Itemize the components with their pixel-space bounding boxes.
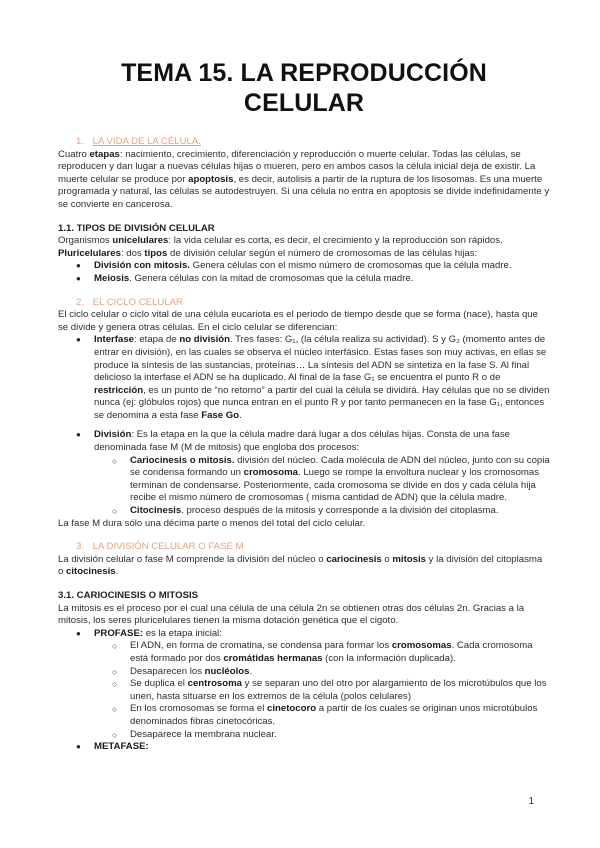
- page-number: 1: [528, 796, 534, 807]
- mitosis-phases-list: [58, 628, 550, 754]
- list-item: ○ Desaparecen los nucléolos.: [108, 666, 550, 679]
- list-item: ○ En los cromosomas se forma el cinetocoro a partir de los cuales se originan unos microtúbulos denominados fibras cinetocóricas.: [108, 703, 550, 728]
- list-item-profase: ● PROFASE: es la etapa inicial: ○ El ADN, en forma de cromatina, se condensa para formar los cromosomas. Cada cromosoma está formado por dos cromátidas hermanas (con la información duplicada). ○ Desaparecen los nucléolos. ○ Se duplica el centrosoma y se separan uno del otro por alargamiento de los microtúbulos que los unen, hasta situarse en los extremos de la célula (polos celulares) ○ En los cromosomas se forma el cinetocoro a partir de los cuales se originan unos microtúbulos denominados fibras cinetocóricas. ○ Desaparece la membrana nuclear.: [58, 628, 550, 741]
- list-item: ● División con mitosis. Genera células con el mismo número de cromosomas que la célula madre.: [58, 260, 550, 273]
- paragraph-m-phase: La división celular o fase M comprende la división del núcleo o cariocinesis o mitosis y la división del citoplasma o citocinesis.: [58, 553, 543, 578]
- division-types-list: [58, 260, 550, 285]
- paragraph-pluricellular: Pluricelulares: dos tipos de división celular según el número de cromosomas de las células hijas:: [58, 247, 478, 259]
- list-item: ● Meiosis. Genera células con la mitad de cromosomas que la célula madre.: [58, 273, 550, 286]
- cell-cycle-list: [58, 334, 550, 517]
- paragraph-life-cycle: Cuatro etapas: nacimiento, crecimiento, diferenciación y reproducción o muerte celular. Todas las células, se reproducen y dan lugar a nuevas células hijas o mueren, pero en ambos casos la célula inicial deja de existir. La muerte celular se produce por apoptosis, es decir, autolisis a partir de la ruptura de los lisosomas. Es una muerte programada y natural, las células se autodestruyen. Si una célula no entra en apoptosis se divide indefinidamente y se convierte en cancerosa.: [58, 148, 550, 210]
- list-item-cariocinesis: ○ Cariocinesis o mitosis. división del núcleo. Cada molécula de ADN del núcleo, junto con su copia se condensa formando un cromosoma. Luego se rompe la envoltura nuclear y los cromosomas terminan de condensarse. Posteriormente, cada cromosoma se divide en dos y cada célula hija recibe el mismo número de cromosomas ( misma cantidad de ADN) que la célula madre.: [108, 455, 550, 505]
- subsection-heading-3-1: 3.1. CARIOCINESIS O MITOSIS: [58, 590, 199, 601]
- section-heading-3: 3. LA DIVISIÓN CELULAR O FASE M: [76, 541, 244, 553]
- list-item-interfase: ● Interfase: etapa de no división. Tres fases: G₁, (la célula realiza su actividad). S y G₂ (momento antes de entrar en división), en las cuales se observa el núcleo interfásico. Estas fases son muy activas, en ellas se produce la síntesis de las sustancias, proteínas… La síntesis del ADN se sintetiza en la fase S. Al final delicioso la interfase el ADN se ha duplicado. Al final de la fase G₁ se encuentra el punto R o de restricción, es un punto de “no retorno” a partir del cual la célula se dividirá. Hay células que no se dividen nunca (ej: glóbulos rojos) que nunca entran en el punto R y por tanto permanecen en la fase G₁, entonces se denomina a esta fase Fase Go.: [58, 334, 550, 422]
- paragraph-unicellular: Organismos unicelulares: la vida celular es corta, es decir, el crecimiento y la reproducción son rápidos.: [58, 235, 503, 247]
- list-item: ○ El ADN, en forma de cromatina, se condensa para formar los cromosomas. Cada cromosoma está formado por dos cromátidas hermanas (con la información duplicada).: [108, 640, 550, 665]
- division-sublist: [94, 455, 550, 518]
- list-item-metafase: ● METAFASE:: [58, 741, 550, 754]
- list-item: ○ Se duplica el centrosoma y se separan uno del otro por alargamiento de los microtúbulos que los unen, hasta situarse en los extremos de la célula (polos celulares): [108, 678, 550, 703]
- list-item-division: ● División: Es la etapa en la que la célula madre dará lugar a dos células hijas. Consta de una fase denominada fase M (M de mitosis) que engloba dos procesos: ○ Cariocinesis o mitosis. división del núcleo. Cada molécula de ADN del núcleo, junto con su copia se condensa formando un cromosoma. Luego se rompe la envoltura nuclear y los cromosomas terminan de condensarse. Posteriormente, cada cromosoma se divide en dos y cada célula hija recibe el mismo número de cromosomas ( misma cantidad de ADN) que la célula madre. ○ Citocinesis. proceso después de la mitosis y corresponde a la división del citoplasma.: [58, 429, 550, 517]
- paragraph-cell-cycle: El ciclo celular o ciclo vital de una célula eucariota es el periodo de tiempo desde que se forma (nace), hasta que se divide y genera otras células. En el ciclo celular se diferencian:: [58, 309, 538, 333]
- profase-sublist: [94, 640, 550, 741]
- section-heading-1: 1. LA VIDA DE LA CÉLULA.: [76, 136, 201, 147]
- subsection-heading-1-1: 1.1. TIPOS DE DIVISIÓN CELULAR: [58, 222, 215, 234]
- list-item-citocinesis: ○ Citocinesis. proceso después de la mitosis y corresponde a la división del citoplasma.: [108, 505, 550, 518]
- section-heading-2: 2. EL CICLO CELULAR: [76, 296, 183, 308]
- list-item: ○ Desaparece la membrana nuclear.: [108, 729, 550, 742]
- page-title: TEMA 15. LA REPRODUCCIÓN CELULAR: [121, 59, 487, 117]
- paragraph-m-phase-duration: La fase M dura sólo una décima parte o menos del total del ciclo celular.: [58, 517, 366, 529]
- paragraph-mitosis: La mitosis es el proceso por el cual una célula de una célula 2n se obtienen otras dos células 2n. Gracias a la mitosis, los seres pluricelulares tienen la misma dotación genética que el cigoto.: [58, 602, 525, 627]
